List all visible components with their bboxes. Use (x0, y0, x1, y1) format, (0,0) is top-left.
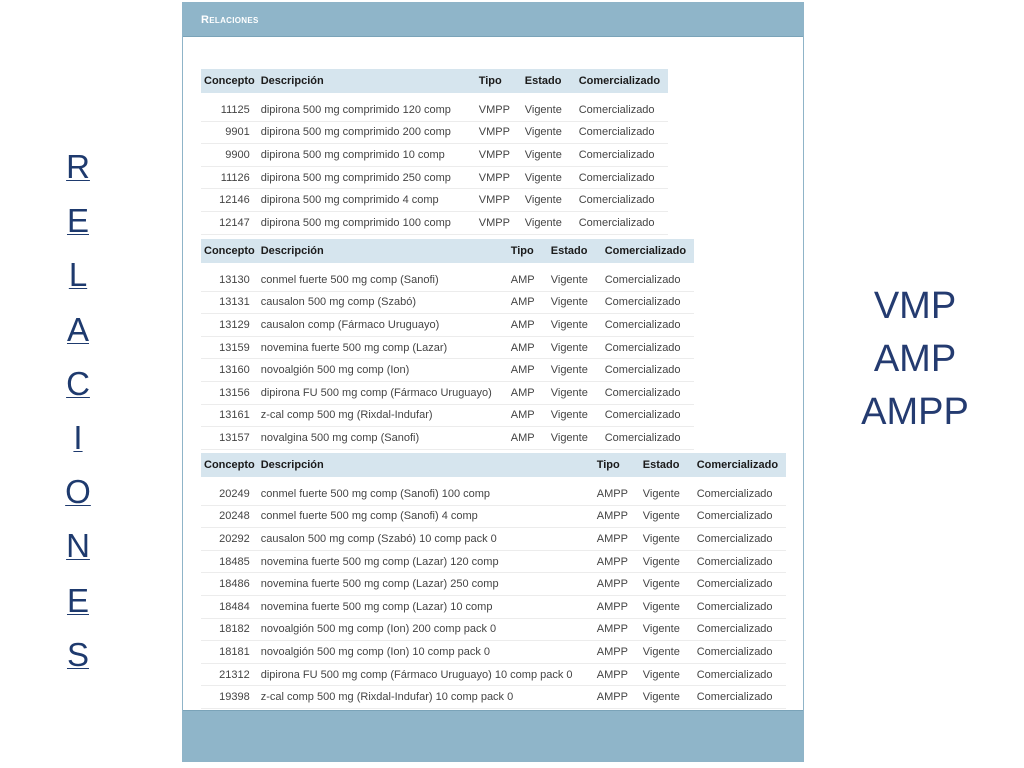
side-title-relaciones (62, 140, 94, 682)
cell-status: Vigente (640, 595, 694, 618)
table-row[interactable] (201, 291, 694, 314)
cell-concept-id[interactable]: 12147 (201, 211, 258, 234)
cell-type: AMPP (594, 550, 640, 573)
cell-description: dipirona 500 mg comprimido 100 comp (258, 211, 476, 234)
panel-header (183, 3, 803, 37)
cell-status: Vigente (640, 686, 694, 709)
cell-concept-id[interactable]: 13160 (201, 359, 258, 382)
cell-marketed: Comercializado (694, 505, 786, 528)
table-row[interactable] (201, 427, 694, 450)
cell-type: AMP (508, 291, 548, 314)
side-title-letter: R (66, 148, 90, 185)
cell-marketed: Comercializado (694, 641, 786, 664)
cell-description: dipirona FU 500 mg comp (Fármaco Uruguayo) 10 comp pack 0 (258, 663, 594, 686)
cell-description: dipirona 500 mg comprimido 10 comp (258, 144, 476, 167)
cell-concept-id[interactable]: 13156 (201, 381, 258, 404)
table-row[interactable] (201, 618, 786, 641)
cell-type: AMPP (594, 641, 640, 664)
cell-marketed: Comercializado (694, 528, 786, 551)
cell-description: causalon 500 mg comp (Szabó) 10 comp pack 0 (258, 528, 594, 551)
cell-concept-id[interactable]: 21312 (201, 663, 258, 686)
concept-type-label: AMP (873, 338, 957, 380)
column-header-status[interactable]: Estado (522, 69, 576, 93)
cell-type: VMPP (476, 211, 522, 234)
cell-marketed: Comercializado (602, 269, 694, 291)
cell-description: novoalgión 500 mg comp (Ion) 200 comp pack 0 (258, 618, 594, 641)
cell-concept-id[interactable]: 20248 (201, 505, 258, 528)
table-row[interactable] (201, 641, 786, 664)
cell-type: AMP (508, 381, 548, 404)
column-header-status[interactable]: Estado (548, 239, 602, 263)
cell-concept-id[interactable]: 18484 (201, 595, 258, 618)
cell-marketed: Comercializado (602, 427, 694, 450)
panel-title: Relaciones (201, 13, 259, 26)
column-header-description[interactable]: Descripción (258, 453, 594, 477)
ampp-relations-table (201, 453, 786, 732)
side-title-letter: S (66, 635, 89, 673)
cell-status: Vigente (640, 641, 694, 664)
cell-status: Vigente (522, 99, 576, 121)
cell-concept-id[interactable]: 18181 (201, 641, 258, 664)
cell-marketed: Comercializado (602, 336, 694, 359)
column-header-type[interactable]: Tipo (594, 453, 640, 477)
table-row[interactable] (201, 686, 786, 709)
cell-status: Vigente (548, 404, 602, 427)
table-row[interactable] (201, 99, 668, 121)
cell-concept-id[interactable]: 13159 (201, 336, 258, 359)
column-header-marketed[interactable]: Comercializado (602, 239, 694, 263)
column-header-concept-id[interactable]: Concepto (201, 69, 258, 93)
cell-status: Vigente (522, 121, 576, 144)
relaciones-panel (182, 2, 804, 762)
cell-description: dipirona FU 500 mg comp (Fármaco Uruguayo) (258, 381, 508, 404)
cell-type: AMPP (594, 595, 640, 618)
column-header-marketed[interactable]: Comercializado (576, 69, 668, 93)
cell-concept-id[interactable]: 13129 (201, 314, 258, 337)
cell-type: AMPP (594, 686, 640, 709)
column-header-type[interactable]: Tipo (476, 69, 522, 93)
cell-type: AMPP (594, 618, 640, 641)
column-header-type[interactable]: Tipo (508, 239, 548, 263)
table-header-row (201, 69, 668, 93)
cell-description: dipirona 500 mg comprimido 120 comp (258, 99, 476, 121)
table-row[interactable] (201, 483, 786, 505)
table-row[interactable] (201, 505, 786, 528)
cell-status: Vigente (548, 381, 602, 404)
table-row[interactable] (201, 573, 786, 596)
cell-marketed: Comercializado (694, 595, 786, 618)
table-row[interactable] (201, 663, 786, 686)
cell-description: novemina fuerte 500 mg comp (Lazar) (258, 336, 508, 359)
cell-description: novoalgión 500 mg comp (Ion) 10 comp pack 0 (258, 641, 594, 664)
cell-marketed: Comercializado (576, 99, 668, 121)
cell-type: AMPP (594, 663, 640, 686)
cell-description: novemina fuerte 500 mg comp (Lazar) 120 comp (258, 550, 594, 573)
cell-description: conmel fuerte 500 mg comp (Sanofi) 100 comp (258, 483, 594, 505)
cell-description: dipirona 500 mg comprimido 250 comp (258, 166, 476, 189)
cell-status: Vigente (548, 291, 602, 314)
cell-description: novoalgión 500 mg comp (Ion) (258, 359, 508, 382)
column-header-concept-id[interactable]: Concepto (201, 239, 258, 263)
cell-marketed: Comercializado (602, 314, 694, 337)
side-title-letter: C (66, 364, 90, 402)
cell-status: Vigente (640, 505, 694, 528)
concept-type-label: AMPP (861, 391, 969, 433)
cell-concept-id[interactable]: 18485 (201, 550, 258, 573)
column-header-status[interactable]: Estado (640, 453, 694, 477)
cell-concept-id[interactable]: 13157 (201, 427, 258, 450)
table-row[interactable] (201, 144, 668, 167)
cell-description: causalon 500 mg comp (Szabó) (258, 291, 508, 314)
cell-type: VMPP (476, 189, 522, 212)
cell-concept-id[interactable]: 20249 (201, 483, 258, 505)
cell-type: VMPP (476, 121, 522, 144)
table-row[interactable] (201, 121, 668, 144)
cell-description: z-cal comp 500 mg (Rixdal-Indufar) 10 comp pack 0 (258, 686, 594, 709)
cell-concept-id[interactable]: 13131 (201, 291, 258, 314)
cell-concept-id[interactable]: 12146 (201, 189, 258, 212)
cell-description: novemina fuerte 500 mg comp (Lazar) 10 comp (258, 595, 594, 618)
cell-status: Vigente (548, 336, 602, 359)
cell-concept-id[interactable]: 11125 (201, 99, 258, 121)
side-title-letter: E (66, 202, 89, 240)
table-row[interactable] (201, 314, 694, 337)
cell-marketed: Comercializado (602, 404, 694, 427)
table-row[interactable] (201, 528, 786, 551)
table-row[interactable] (201, 336, 694, 359)
cell-status: Vigente (640, 483, 694, 505)
cell-concept-id[interactable]: 13161 (201, 404, 258, 427)
side-title-letter: N (66, 527, 90, 565)
table-row[interactable] (201, 595, 786, 618)
cell-marketed: Comercializado (576, 144, 668, 167)
cell-concept-id[interactable]: 9901 (201, 121, 258, 144)
vmpp-relations-table (201, 69, 668, 235)
cell-description: conmel fuerte 500 mg comp (Sanofi) 4 comp (258, 505, 594, 528)
cell-concept-id[interactable]: 20292 (201, 528, 258, 551)
cell-status: Vigente (548, 427, 602, 450)
cell-marketed: Comercializado (576, 166, 668, 189)
cell-status: Vigente (640, 528, 694, 551)
cell-description: causalon comp (Fármaco Uruguayo) (258, 314, 508, 337)
cell-marketed: Comercializado (694, 573, 786, 596)
cell-concept-id[interactable]: 19398 (201, 686, 258, 709)
side-title-letter: L (68, 256, 88, 294)
cell-marketed: Comercializado (576, 121, 668, 144)
concept-type-label: VMP (873, 285, 957, 327)
cell-marketed: Comercializado (694, 663, 786, 686)
cell-status: Vigente (548, 314, 602, 337)
cell-marketed: Comercializado (694, 686, 786, 709)
cell-status: Vigente (640, 618, 694, 641)
cell-type: VMPP (476, 144, 522, 167)
table-row[interactable] (201, 550, 786, 573)
table-header-row (201, 453, 786, 477)
side-title-letter: I (73, 419, 83, 457)
cell-marketed: Comercializado (602, 359, 694, 382)
cell-marketed: Comercializado (694, 483, 786, 505)
cell-concept-id[interactable]: 18182 (201, 618, 258, 641)
cell-type: AMPP (594, 505, 640, 528)
cell-type: VMPP (476, 166, 522, 189)
panel-footer (183, 710, 803, 761)
side-title-letter: O (65, 473, 91, 511)
cell-marketed: Comercializado (694, 550, 786, 573)
table-row[interactable] (201, 359, 694, 382)
cell-description: dipirona 500 mg comprimido 4 comp (258, 189, 476, 212)
cell-status: Vigente (522, 189, 576, 212)
cell-status: Vigente (640, 550, 694, 573)
cell-status: Vigente (522, 211, 576, 234)
cell-concept-id[interactable]: 13130 (201, 269, 258, 291)
cell-type: AMPP (594, 528, 640, 551)
cell-marketed: Comercializado (576, 211, 668, 234)
cell-marketed: Comercializado (602, 291, 694, 314)
cell-status: Vigente (640, 573, 694, 596)
cell-type: AMP (508, 359, 548, 382)
cell-type: VMPP (476, 99, 522, 121)
cell-status: Vigente (548, 269, 602, 291)
cell-status: Vigente (640, 663, 694, 686)
cell-type: AMPP (594, 573, 640, 596)
cell-description: z-cal comp 500 mg (Rixdal-Indufar) (258, 404, 508, 427)
cell-description: novemina fuerte 500 mg comp (Lazar) 250 comp (258, 573, 594, 596)
cell-marketed: Comercializado (576, 189, 668, 212)
cell-description: novalgina 500 mg comp (Sanofi) (258, 427, 508, 450)
cell-marketed: Comercializado (694, 618, 786, 641)
column-header-description[interactable]: Descripción (258, 239, 508, 263)
column-header-description[interactable]: Descripción (258, 69, 476, 93)
cell-concept-id[interactable]: 9900 (201, 144, 258, 167)
table-row[interactable] (201, 189, 668, 212)
side-title-letter: A (66, 310, 89, 348)
cell-status: Vigente (522, 144, 576, 167)
table-row[interactable] (201, 269, 694, 291)
column-header-marketed[interactable]: Comercializado (694, 453, 786, 477)
table-row[interactable] (201, 404, 694, 427)
cell-status: Vigente (522, 166, 576, 189)
cell-type: AMP (508, 427, 548, 450)
concept-type-labels (850, 280, 980, 439)
table-row[interactable] (201, 211, 668, 234)
cell-type: AMP (508, 269, 548, 291)
cell-type: AMPP (594, 483, 640, 505)
cell-description: conmel fuerte 500 mg comp (Sanofi) (258, 269, 508, 291)
cell-status: Vigente (548, 359, 602, 382)
table-row[interactable] (201, 381, 694, 404)
cell-type: AMP (508, 404, 548, 427)
cell-type: AMP (508, 314, 548, 337)
cell-description: dipirona 500 mg comprimido 200 comp (258, 121, 476, 144)
cell-concept-id[interactable]: 18486 (201, 573, 258, 596)
cell-concept-id[interactable]: 11126 (201, 166, 258, 189)
cell-marketed: Comercializado (602, 381, 694, 404)
column-header-concept-id[interactable]: Concepto (201, 453, 258, 477)
cell-type: AMP (508, 336, 548, 359)
amp-relations-table (201, 239, 694, 450)
table-header-row (201, 239, 694, 263)
side-title-letter: E (66, 581, 89, 619)
table-row[interactable] (201, 166, 668, 189)
